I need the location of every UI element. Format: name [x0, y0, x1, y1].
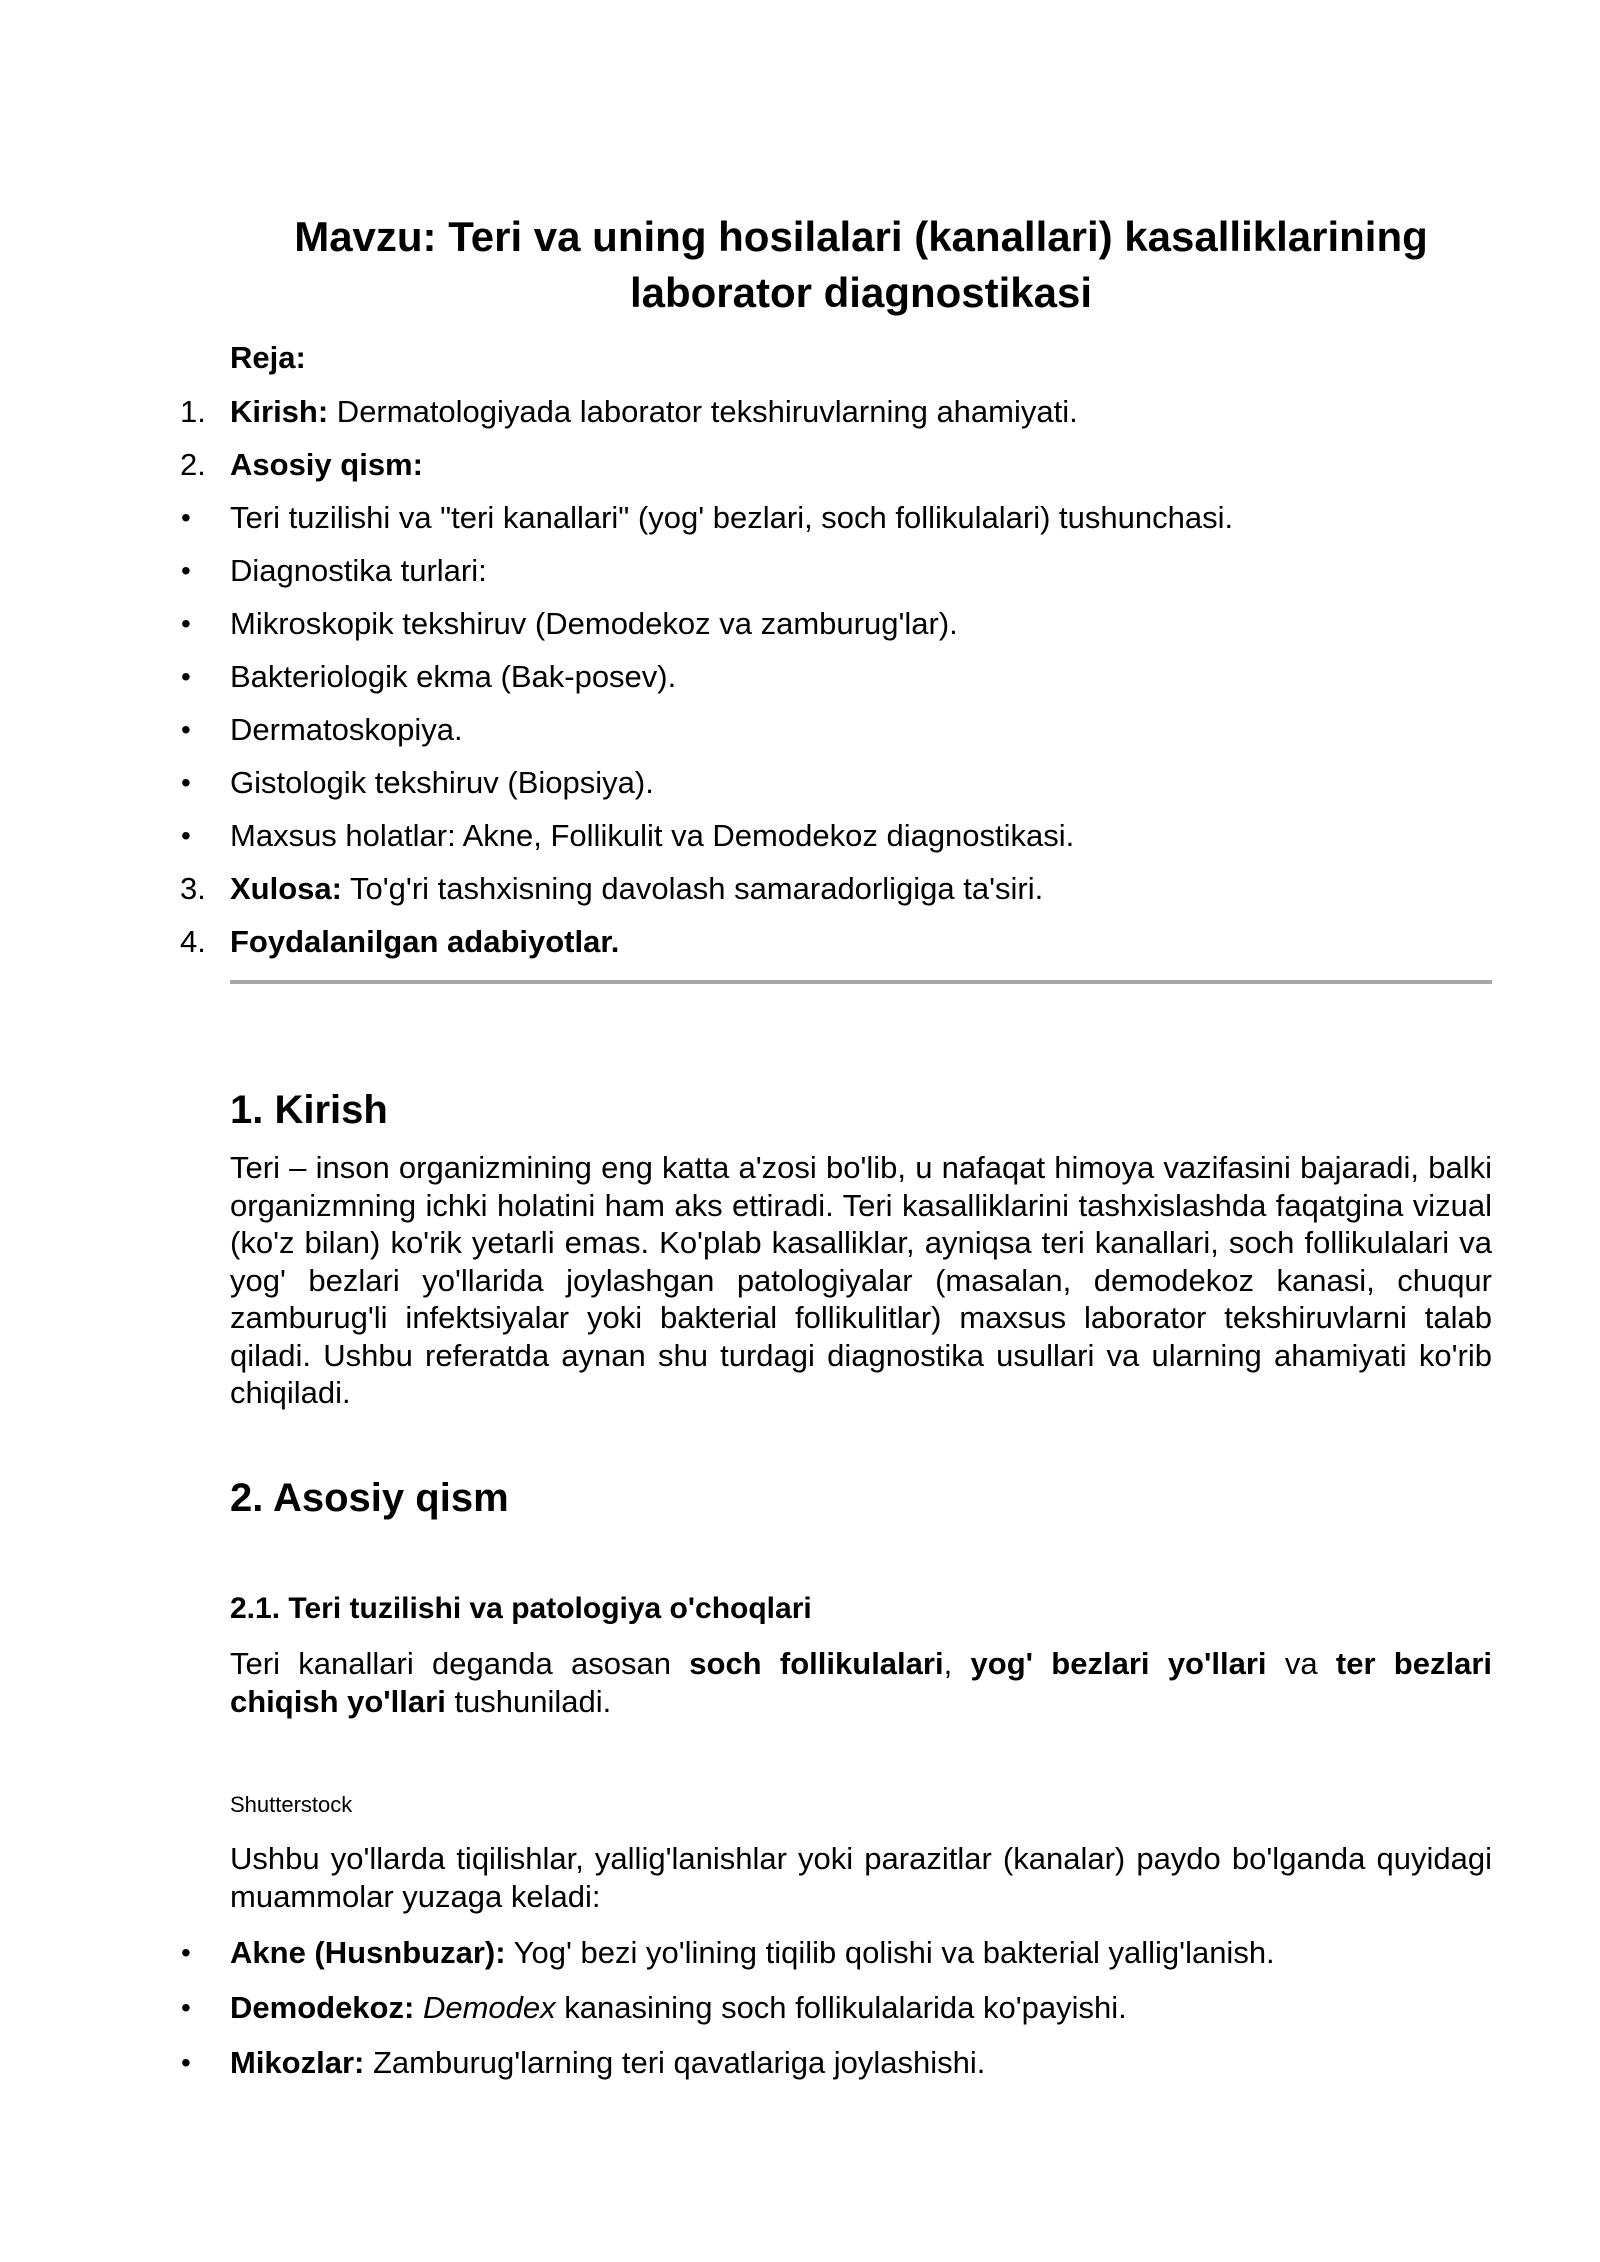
plan-item-text: Maxsus holatlar: Akne, Follikulit va Demodekoz diagnostikasi. [230, 818, 1075, 853]
bold-term: ter bezlari chiqish yo'llari [230, 1646, 1493, 1719]
bullet-icon: • [181, 714, 191, 745]
list-item-text: Zamburug'larning teri qavatlariga joylashishi. [364, 2045, 986, 2080]
plan-item [0, 703, 1600, 756]
list-item-bold: Mikozlar: [230, 2045, 365, 2080]
canals-paragraph [230, 1645, 1492, 1720]
paragraph-text: Teri kanallari deganda asosan [230, 1646, 690, 1681]
list-marker: 2. [180, 447, 206, 482]
plan-item-text: Gistologik tekshiruv (Biopsiya). [230, 765, 654, 800]
bold-term: soch follikulalari [689, 1646, 944, 1681]
plan-item-text: Dermatologiyada laborator tekshiruvlarning ahamiyati. [328, 394, 1078, 429]
plan-item [0, 756, 1600, 809]
section-heading-kirish: 1. Kirish [230, 1088, 388, 1132]
list-marker: 4. [180, 924, 206, 959]
plan-item-text: Dermatoskopiya. [230, 712, 463, 747]
plan-item [0, 544, 1600, 597]
plan-item [0, 438, 1600, 491]
subsection-heading: 2.1. Teri tuzilishi va patologiya o'choqlari [230, 1592, 812, 1625]
list-item [0, 1925, 1600, 1980]
plan-item [0, 491, 1600, 544]
plan-item [0, 650, 1600, 703]
list-item-bold: Akne (Husnbuzar): [230, 1935, 506, 1970]
plan-item [0, 809, 1600, 862]
bullet-icon: • [181, 820, 191, 851]
list-item-italic: Demodex [422, 1990, 556, 2025]
list-item-text: Yog' bezi yo'lining tiqilib qolishi va bakterial yallig'lanish. [505, 1935, 1275, 1970]
bullet-icon: • [181, 1937, 191, 1968]
plan-label: Reja: [230, 340, 306, 375]
bullet-icon: • [181, 2047, 191, 2078]
plan-item-bold: Foydalanilgan adabiyotlar. [230, 924, 620, 959]
paragraph-text: , [943, 1646, 971, 1681]
section-heading-asosiy-qism: 2. Asosiy qism [230, 1476, 509, 1520]
plan-item-text: To'g'ri tashxisning davolash samaradorligiga ta'siri. [341, 871, 1044, 906]
plan-item-text: Teri tuzilishi va "teri kanallari" (yog' bezlari, soch follikulalari) tushunchasi. [230, 500, 1234, 535]
paragraph-text: va [1266, 1646, 1336, 1681]
list-item [0, 1980, 1600, 2035]
paragraph-text: tushuniladi. [445, 1683, 612, 1719]
plan-item-bold: Asosiy qism: [230, 447, 423, 482]
plan-item-text: Mikroskopik tekshiruv (Demodekoz va zamburug'lar). [230, 606, 958, 641]
list-marker: 1. [180, 394, 206, 429]
bullet-icon: • [181, 767, 191, 798]
bullet-icon: • [181, 555, 191, 586]
list-marker: 3. [180, 871, 206, 906]
plan-item [0, 915, 1600, 968]
bullet-icon: • [181, 502, 191, 533]
plan-item [0, 862, 1600, 915]
bullet-icon: • [181, 1992, 191, 2023]
horizontal-divider [230, 980, 1492, 984]
plan-item [0, 385, 1600, 438]
list-item-bold: Demodekoz: [230, 1990, 415, 2025]
plan-list [0, 385, 1600, 968]
intro-paragraph: Teri – inson organizmining eng katta a'zosi bo'lib, u nafaqat himoya vazifasini bajaradi, balki organizmning ichki holatini ham aks ettiradi. Teri kasalliklarini tashxislashda faqatgina vizual (ko'z bilan) ko'rik yetarli emas. Ko'plab kasalliklar, ayniqsa teri kanallari, soch follikulalari va yog' bezlari yo'llarida joylashgan patologiyalar (masalan, demodekoz kanasi, chuqur zamburug'li infektsiyalar yoki bakterial follikulitlar) maxsus laborator tekshiruvlarni talab qiladi. Ushbu referatda aynan shu turdagi diagnostika usullari va ularning ahamiyati ko'rib chiqiladi. [230, 1150, 1492, 1410]
list-item [0, 2035, 1600, 2090]
plan-item-bold: Xulosa: [230, 871, 342, 906]
plan-item-text: Diagnostika turlari: [230, 553, 487, 588]
plan-item [0, 597, 1600, 650]
bold-term: yog' bezlari yo'llari [970, 1646, 1267, 1681]
document-title: Mavzu: Teri va uning hosilalari (kanallari) kasalliklarining laborator diagnostikasi [294, 213, 1428, 316]
bullet-icon: • [181, 661, 191, 692]
image-caption: Shutterstock [230, 1792, 353, 1817]
plan-item-text: Bakteriologik ekma (Bak-posev). [230, 659, 677, 694]
list-item-text: kanasining soch follikulalarida ko'payishi. [555, 1990, 1127, 2025]
problems-list [0, 1925, 1600, 2090]
problems-intro-paragraph: Ushbu yo'llarda tiqilishlar, yallig'lanishlar yoki parazitlar (kanalar) paydo bo'lganda quyidagi muammolar yuzaga keladi: [230, 1841, 1492, 1914]
bullet-icon: • [181, 608, 191, 639]
plan-item-bold: Kirish: [230, 394, 329, 429]
